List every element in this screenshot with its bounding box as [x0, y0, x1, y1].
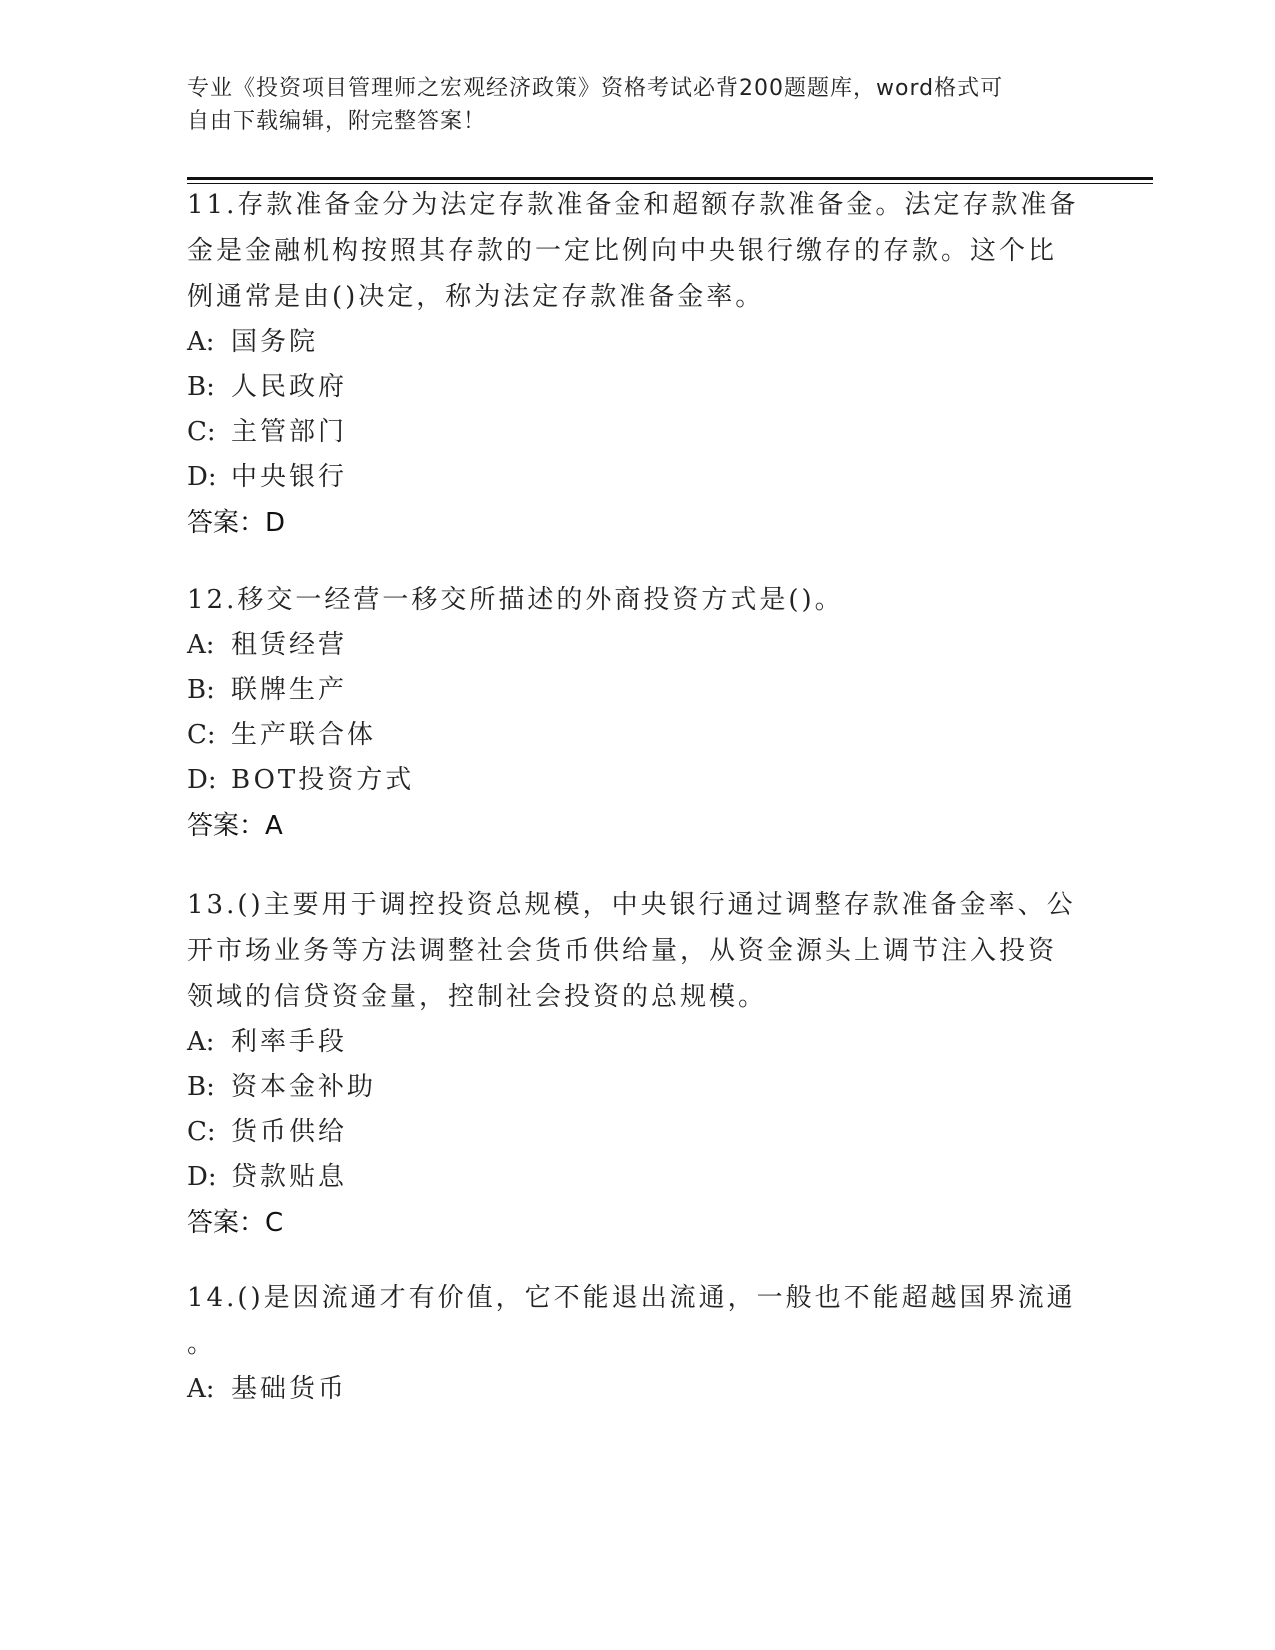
stem-line: 金是金融机构按照其存款的一定比例向中央银行缴存的存款。这个比	[187, 236, 1058, 266]
option-letter: A:	[187, 327, 215, 357]
option-d	[187, 455, 1087, 500]
option-b	[187, 1065, 1087, 1110]
option-b	[187, 668, 1087, 713]
header-line-1: 专业《投资项目管理师之宏观经济政策》资格考试必背200题题库，word格式可	[187, 76, 1004, 101]
question-stem	[187, 577, 1087, 623]
option-c	[187, 410, 1087, 455]
option-a	[187, 1367, 1087, 1412]
option-letter: A:	[187, 630, 215, 660]
option-letter: C:	[187, 417, 216, 447]
option-letter: D:	[187, 1162, 217, 1192]
option-a	[187, 623, 1087, 668]
option-text: 人民政府	[231, 372, 348, 402]
option-letter: A:	[187, 1027, 215, 1057]
option-text: 租赁经营	[231, 630, 348, 660]
stem-line: 12.移交一经营一移交所描述的外商投资方式是()。	[187, 585, 844, 615]
stem-line: 开市场业务等方法调整社会货币供给量，从资金源头上调节注入投资	[187, 936, 1058, 966]
option-a	[187, 320, 1087, 365]
question-14	[187, 1275, 1087, 1412]
option-text: 生产联合体	[231, 720, 377, 750]
option-text: 基础货币	[231, 1374, 348, 1404]
question-12	[187, 577, 1087, 849]
option-text: 货币供给	[231, 1117, 348, 1147]
stem-line: 14.()是因流通才有价值，它不能退出流通，一般也不能超越国界流通	[187, 1283, 1076, 1313]
option-letter: C:	[187, 720, 216, 750]
option-text: 联牌生产	[231, 675, 348, 705]
option-text: BOT投资方式	[231, 765, 415, 795]
option-text: 国务院	[231, 327, 319, 357]
document-header	[187, 72, 1067, 138]
option-letter: B:	[187, 372, 215, 402]
header-line-2: 自由下载编辑，附完整答案！	[187, 109, 487, 134]
question-stem	[187, 882, 1087, 1020]
stem-line: 例通常是由()决定，称为法定存款准备金率。	[187, 282, 765, 312]
option-text: 主管部门	[231, 417, 348, 447]
option-letter: B:	[187, 675, 215, 705]
option-text: 资本金补助	[231, 1072, 377, 1102]
option-letter: D:	[187, 765, 217, 795]
option-text: 贷款贴息	[231, 1162, 348, 1192]
stem-line: 11.存款准备金分为法定存款准备金和超额存款准备金。法定存款准备	[187, 190, 1079, 220]
option-letter: D:	[187, 462, 217, 492]
question-stem	[187, 182, 1087, 320]
stem-line: 领域的信贷资金量，控制社会投资的总规模。	[187, 982, 768, 1012]
option-text: 中央银行	[231, 462, 348, 492]
option-d	[187, 758, 1087, 803]
option-letter: C:	[187, 1117, 216, 1147]
question-13	[187, 882, 1087, 1246]
stem-line: 。	[187, 1329, 217, 1359]
option-letter: B:	[187, 1072, 215, 1102]
answer-line: 答案：A	[187, 811, 283, 841]
header-divider-thick	[187, 177, 1153, 180]
option-d	[187, 1155, 1087, 1200]
question-11	[187, 182, 1087, 546]
answer-line: 答案：D	[187, 508, 286, 538]
option-a	[187, 1020, 1087, 1065]
answer-line: 答案：C	[187, 1208, 284, 1238]
option-c	[187, 1110, 1087, 1155]
option-b	[187, 365, 1087, 410]
option-c	[187, 713, 1087, 758]
option-text: 利率手段	[231, 1027, 348, 1057]
stem-line: 13.()主要用于调控投资总规模，中央银行通过调整存款准备金率、公	[187, 890, 1076, 920]
question-stem	[187, 1275, 1087, 1367]
option-letter: A:	[187, 1374, 215, 1404]
